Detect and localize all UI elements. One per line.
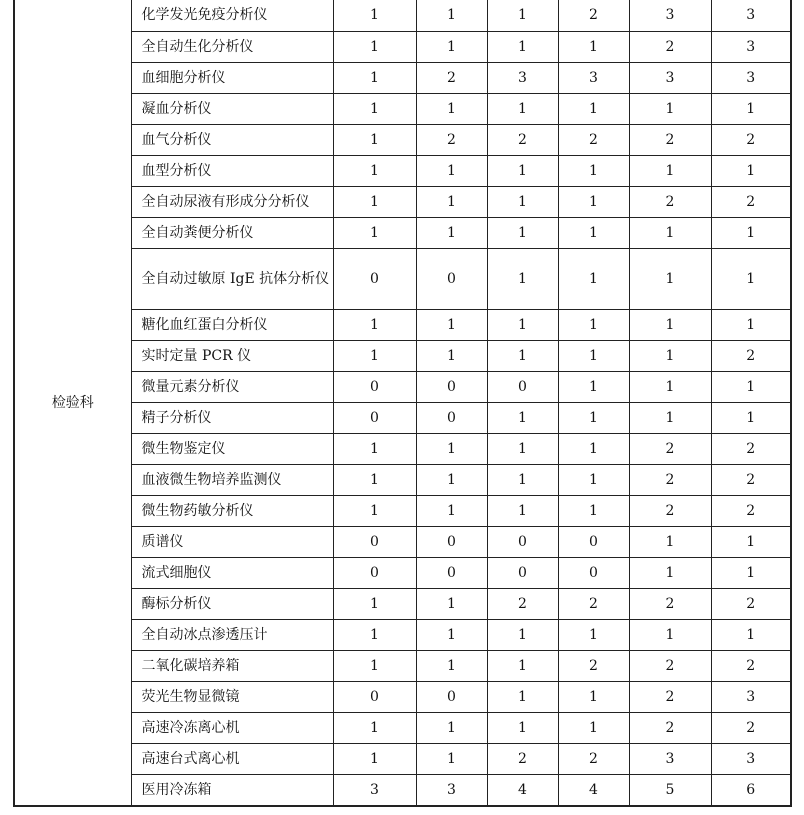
table-row xyxy=(14,620,791,651)
quantity-cell: 1 xyxy=(487,713,558,744)
equipment-name-cell: 全自动生化分析仪 xyxy=(131,32,333,63)
quantity-cell: 2 xyxy=(558,0,629,32)
quantity-cell: 1 xyxy=(629,249,711,310)
quantity-cell: 1 xyxy=(487,218,558,249)
quantity-cell: 0 xyxy=(333,682,416,713)
quantity-cell: 1 xyxy=(416,744,487,775)
quantity-cell: 1 xyxy=(333,94,416,125)
quantity-cell: 1 xyxy=(416,156,487,187)
table-row xyxy=(14,496,791,527)
quantity-cell: 1 xyxy=(416,651,487,682)
quantity-cell: 1 xyxy=(416,713,487,744)
department-cell: 检验科 xyxy=(14,0,131,806)
quantity-cell: 5 xyxy=(629,775,711,806)
quantity-cell: 2 xyxy=(711,713,791,744)
quantity-cell: 0 xyxy=(487,558,558,589)
quantity-cell: 2 xyxy=(487,744,558,775)
quantity-cell: 1 xyxy=(416,0,487,32)
quantity-cell: 1 xyxy=(629,310,711,341)
equipment-name-cell: 血型分析仪 xyxy=(131,156,333,187)
equipment-name-cell: 二氧化碳培养箱 xyxy=(131,651,333,682)
quantity-cell: 1 xyxy=(416,310,487,341)
quantity-cell: 1 xyxy=(558,310,629,341)
quantity-cell: 1 xyxy=(629,218,711,249)
quantity-cell: 1 xyxy=(333,620,416,651)
quantity-cell: 1 xyxy=(333,156,416,187)
quantity-cell: 0 xyxy=(333,527,416,558)
quantity-cell: 1 xyxy=(416,32,487,63)
table-row xyxy=(14,94,791,125)
quantity-cell: 0 xyxy=(416,527,487,558)
quantity-cell: 1 xyxy=(333,125,416,156)
equipment-name-cell: 全自动尿液有形成分分析仪 xyxy=(131,187,333,218)
quantity-cell: 1 xyxy=(629,372,711,403)
quantity-cell: 4 xyxy=(487,775,558,806)
quantity-cell: 1 xyxy=(558,496,629,527)
quantity-cell: 1 xyxy=(558,94,629,125)
quantity-cell: 2 xyxy=(558,589,629,620)
quantity-cell: 1 xyxy=(333,589,416,620)
table-row xyxy=(14,589,791,620)
equipment-name-cell: 微生物药敏分析仪 xyxy=(131,496,333,527)
quantity-cell: 1 xyxy=(333,713,416,744)
quantity-cell: 2 xyxy=(629,32,711,63)
table-row xyxy=(14,63,791,94)
quantity-cell: 1 xyxy=(333,218,416,249)
quantity-cell: 0 xyxy=(333,403,416,434)
quantity-cell: 2 xyxy=(629,682,711,713)
table-row xyxy=(14,310,791,341)
table-row xyxy=(14,125,791,156)
equipment-name-cell: 血液微生物培养监测仪 xyxy=(131,465,333,496)
quantity-cell: 1 xyxy=(711,620,791,651)
quantity-cell: 1 xyxy=(711,558,791,589)
quantity-cell: 1 xyxy=(629,156,711,187)
table-row xyxy=(14,403,791,434)
quantity-cell: 1 xyxy=(487,310,558,341)
quantity-cell: 0 xyxy=(333,372,416,403)
quantity-cell: 1 xyxy=(487,620,558,651)
quantity-cell: 1 xyxy=(711,403,791,434)
quantity-cell: 0 xyxy=(558,558,629,589)
quantity-cell: 2 xyxy=(711,589,791,620)
quantity-cell: 1 xyxy=(558,249,629,310)
quantity-cell: 1 xyxy=(333,341,416,372)
quantity-cell: 1 xyxy=(416,589,487,620)
table-row xyxy=(14,249,791,310)
quantity-cell: 2 xyxy=(487,125,558,156)
quantity-cell: 1 xyxy=(333,32,416,63)
quantity-cell: 1 xyxy=(416,620,487,651)
table-row xyxy=(14,682,791,713)
equipment-name-cell: 高速冷冻离心机 xyxy=(131,713,333,744)
quantity-cell: 2 xyxy=(711,651,791,682)
quantity-cell: 2 xyxy=(629,125,711,156)
quantity-cell: 2 xyxy=(416,63,487,94)
quantity-cell: 1 xyxy=(558,713,629,744)
quantity-cell: 1 xyxy=(558,156,629,187)
quantity-cell: 1 xyxy=(416,218,487,249)
quantity-cell: 1 xyxy=(629,403,711,434)
table-row xyxy=(14,651,791,682)
quantity-cell: 2 xyxy=(629,434,711,465)
quantity-cell: 2 xyxy=(629,496,711,527)
quantity-cell: 0 xyxy=(487,527,558,558)
quantity-cell: 1 xyxy=(487,32,558,63)
table-row xyxy=(14,0,791,32)
table-row xyxy=(14,558,791,589)
quantity-cell: 1 xyxy=(416,496,487,527)
quantity-cell: 1 xyxy=(487,651,558,682)
quantity-cell: 3 xyxy=(416,775,487,806)
equipment-name-cell: 血气分析仪 xyxy=(131,125,333,156)
quantity-cell: 1 xyxy=(558,187,629,218)
quantity-cell: 1 xyxy=(487,156,558,187)
table-row xyxy=(14,775,791,806)
quantity-cell: 1 xyxy=(333,434,416,465)
quantity-cell: 6 xyxy=(711,775,791,806)
quantity-cell: 1 xyxy=(558,341,629,372)
table-row xyxy=(14,187,791,218)
quantity-cell: 3 xyxy=(487,63,558,94)
quantity-cell: 0 xyxy=(487,372,558,403)
quantity-cell: 3 xyxy=(711,63,791,94)
table-row xyxy=(14,341,791,372)
quantity-cell: 1 xyxy=(416,187,487,218)
equipment-name-cell: 全自动粪便分析仪 xyxy=(131,218,333,249)
table-row xyxy=(14,434,791,465)
quantity-cell: 1 xyxy=(629,341,711,372)
equipment-name-cell: 酶标分析仪 xyxy=(131,589,333,620)
quantity-cell: 0 xyxy=(558,527,629,558)
quantity-cell: 3 xyxy=(711,744,791,775)
quantity-cell: 1 xyxy=(416,465,487,496)
quantity-cell: 2 xyxy=(487,589,558,620)
table-row xyxy=(14,32,791,63)
equipment-name-cell: 血细胞分析仪 xyxy=(131,63,333,94)
quantity-cell: 1 xyxy=(487,496,558,527)
quantity-cell: 1 xyxy=(629,558,711,589)
quantity-cell: 1 xyxy=(629,94,711,125)
quantity-cell: 2 xyxy=(629,651,711,682)
quantity-cell: 1 xyxy=(711,249,791,310)
quantity-cell: 1 xyxy=(487,465,558,496)
quantity-cell: 1 xyxy=(333,310,416,341)
quantity-cell: 1 xyxy=(629,527,711,558)
table-row xyxy=(14,156,791,187)
quantity-cell: 1 xyxy=(558,682,629,713)
quantity-cell: 2 xyxy=(711,125,791,156)
equipment-name-cell: 微生物鉴定仪 xyxy=(131,434,333,465)
quantity-cell: 0 xyxy=(416,403,487,434)
quantity-cell: 1 xyxy=(487,341,558,372)
quantity-cell: 2 xyxy=(629,589,711,620)
quantity-cell: 0 xyxy=(416,249,487,310)
quantity-cell: 1 xyxy=(558,372,629,403)
quantity-cell: 3 xyxy=(711,0,791,32)
quantity-cell: 1 xyxy=(333,496,416,527)
equipment-name-cell: 精子分析仪 xyxy=(131,403,333,434)
quantity-cell: 2 xyxy=(629,187,711,218)
equipment-name-cell: 质谱仪 xyxy=(131,527,333,558)
quantity-cell: 1 xyxy=(558,403,629,434)
quantity-cell: 1 xyxy=(487,403,558,434)
table-row xyxy=(14,527,791,558)
quantity-cell: 3 xyxy=(711,32,791,63)
quantity-cell: 1 xyxy=(487,94,558,125)
quantity-cell: 4 xyxy=(558,775,629,806)
quantity-cell: 1 xyxy=(711,94,791,125)
quantity-cell: 2 xyxy=(711,465,791,496)
quantity-cell: 2 xyxy=(558,651,629,682)
quantity-cell: 2 xyxy=(711,496,791,527)
table-row xyxy=(14,218,791,249)
quantity-cell: 2 xyxy=(711,434,791,465)
quantity-cell: 1 xyxy=(416,341,487,372)
quantity-cell: 1 xyxy=(333,465,416,496)
equipment-table xyxy=(13,0,792,807)
quantity-cell: 2 xyxy=(711,341,791,372)
quantity-cell: 2 xyxy=(711,187,791,218)
quantity-cell: 2 xyxy=(558,744,629,775)
quantity-cell: 1 xyxy=(558,465,629,496)
equipment-name-cell: 医用冷冻箱 xyxy=(131,775,333,806)
quantity-cell: 3 xyxy=(629,0,711,32)
table-row xyxy=(14,465,791,496)
quantity-cell: 0 xyxy=(333,249,416,310)
equipment-name-cell: 化学发光免疫分析仪 xyxy=(131,0,333,32)
equipment-name-cell: 荧光生物显微镜 xyxy=(131,682,333,713)
table-body xyxy=(14,0,791,806)
quantity-cell: 1 xyxy=(416,434,487,465)
quantity-cell: 1 xyxy=(558,434,629,465)
equipment-name-cell: 糖化血红蛋白分析仪 xyxy=(131,310,333,341)
quantity-cell: 1 xyxy=(333,187,416,218)
quantity-cell: 2 xyxy=(416,125,487,156)
quantity-cell: 1 xyxy=(416,94,487,125)
quantity-cell: 1 xyxy=(333,63,416,94)
quantity-cell: 0 xyxy=(416,682,487,713)
quantity-cell: 1 xyxy=(333,0,416,32)
quantity-cell: 1 xyxy=(711,156,791,187)
quantity-cell: 3 xyxy=(629,63,711,94)
equipment-name-cell: 流式细胞仪 xyxy=(131,558,333,589)
equipment-name-cell: 全自动过敏原 IgE 抗体分析仪 xyxy=(131,249,333,310)
quantity-cell: 1 xyxy=(487,187,558,218)
quantity-cell: 1 xyxy=(711,372,791,403)
table-row xyxy=(14,372,791,403)
quantity-cell: 1 xyxy=(629,620,711,651)
quantity-cell: 1 xyxy=(558,218,629,249)
equipment-name-cell: 微量元素分析仪 xyxy=(131,372,333,403)
table-row xyxy=(14,744,791,775)
equipment-name-cell: 全自动冰点渗透压计 xyxy=(131,620,333,651)
quantity-cell: 1 xyxy=(487,0,558,32)
quantity-cell: 1 xyxy=(711,310,791,341)
quantity-cell: 0 xyxy=(333,558,416,589)
quantity-cell: 1 xyxy=(558,32,629,63)
quantity-cell: 0 xyxy=(416,372,487,403)
quantity-cell: 2 xyxy=(629,465,711,496)
equipment-name-cell: 高速台式离心机 xyxy=(131,744,333,775)
quantity-cell: 3 xyxy=(333,775,416,806)
quantity-cell: 1 xyxy=(487,249,558,310)
quantity-cell: 1 xyxy=(333,651,416,682)
quantity-cell: 1 xyxy=(558,620,629,651)
quantity-cell: 1 xyxy=(711,527,791,558)
equipment-name-cell: 实时定量 PCR 仪 xyxy=(131,341,333,372)
quantity-cell: 1 xyxy=(333,744,416,775)
quantity-cell: 3 xyxy=(711,682,791,713)
quantity-cell: 1 xyxy=(487,682,558,713)
table-row xyxy=(14,713,791,744)
equipment-name-cell: 凝血分析仪 xyxy=(131,94,333,125)
quantity-cell: 2 xyxy=(629,713,711,744)
quantity-cell: 3 xyxy=(558,63,629,94)
quantity-cell: 3 xyxy=(629,744,711,775)
quantity-cell: 2 xyxy=(558,125,629,156)
quantity-cell: 1 xyxy=(487,434,558,465)
quantity-cell: 0 xyxy=(416,558,487,589)
quantity-cell: 1 xyxy=(711,218,791,249)
